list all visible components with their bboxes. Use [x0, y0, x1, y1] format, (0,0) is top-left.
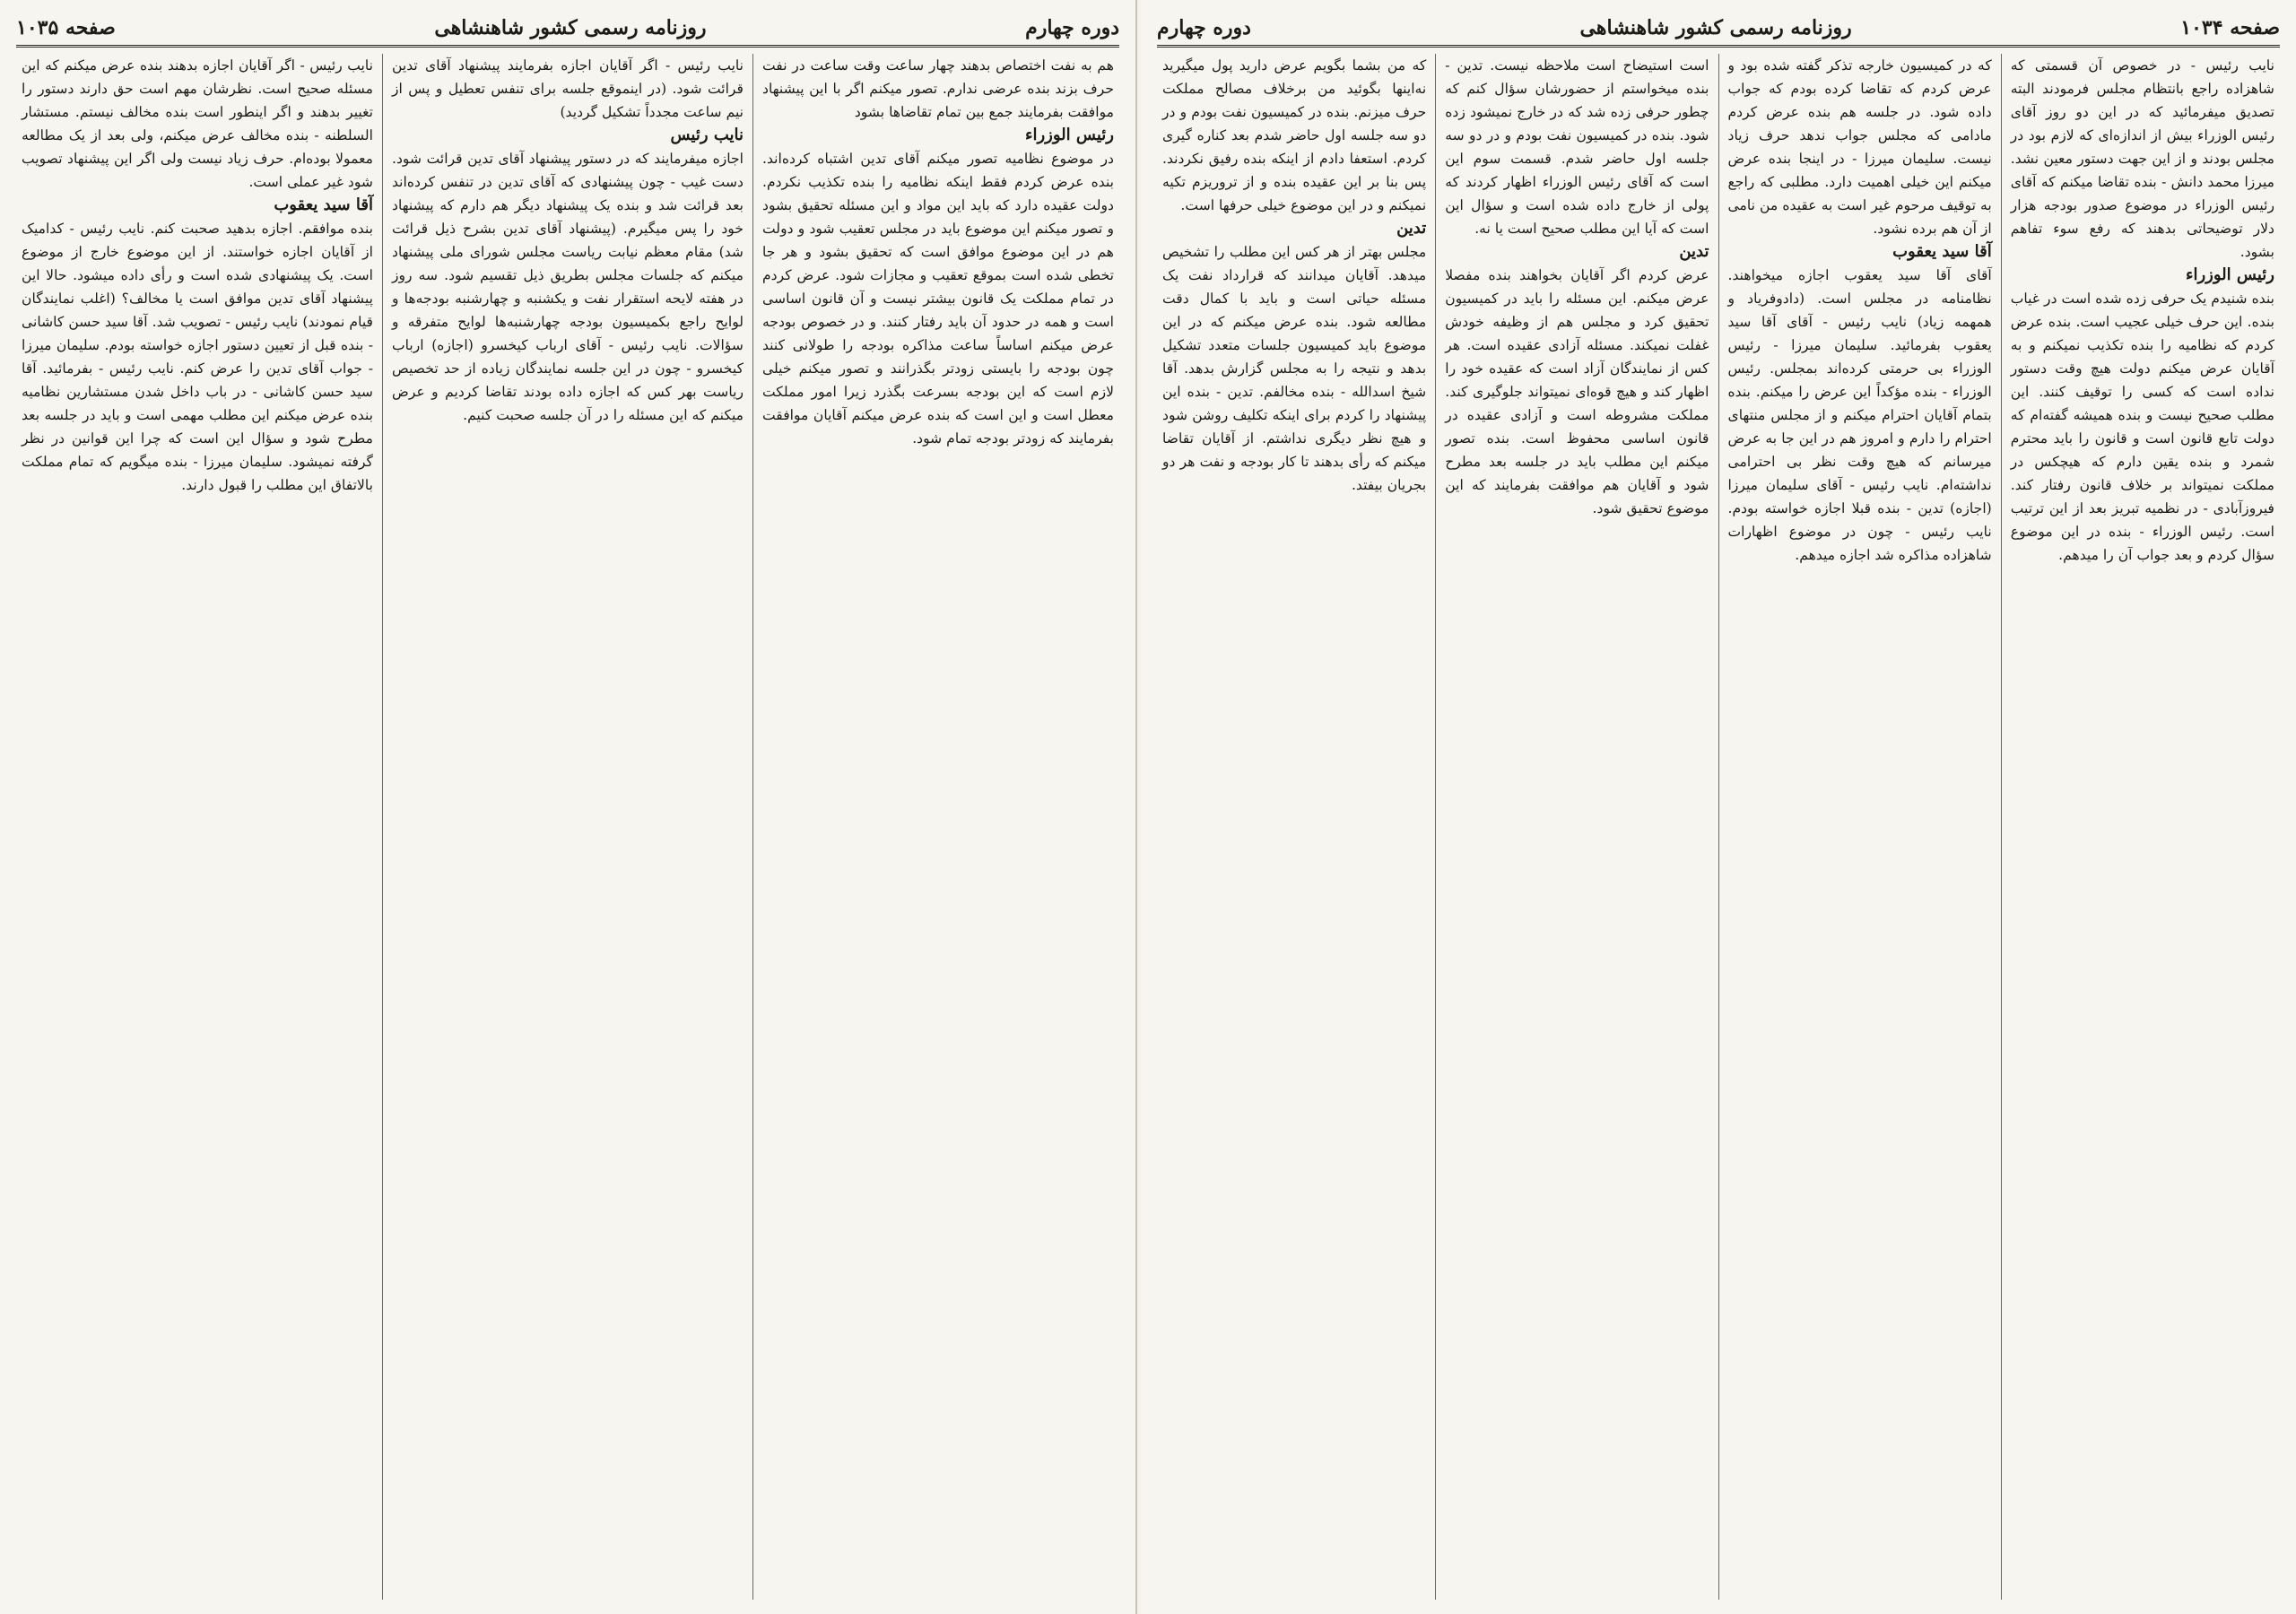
column-2: [382, 54, 752, 1600]
column-1: [2001, 54, 2283, 1600]
column-1: [752, 54, 1123, 1600]
column-text: که من بشما بگویم عرض دارید پول میگیرید نه‌اینها بگوئید من برخلاف مصالح مملکت حرف میزنم. بنده در کمیسیون نفت بودم و در دو سه جلسه اول حاضر شدم بعد کناره گیری کردم. استعفا دادم از اینکه بنده رفیق نکردند. پس بنا بر این عقیده بنده و از تروریزم تکیه نمیکنم و در این موضوع خیلی حرفها است.: [1162, 57, 1427, 213]
text-columns: [1153, 54, 2283, 1600]
column-text: مجلس بهتر از هر کس این مطلب را تشخیص میدهد. آقایان میدانند که قرارداد نفت یک مسئله حیاتی است و باید با کمال دقت مطالعه شود. بنده عرض میکنم که در این موضوع باید کمیسیون جلسات متعدد تشکیل بدهد و نتیجه را به مجلس گزارش بدهد. آقا شیخ اسدالله - بنده مخالفم. تدین - بنده این پیشنهاد را کردم برای اینکه تکلیف روشن شود و هیچ نظر دیگری نداشتم. از آقایان تقاضا میکنم که رأی بدهند تا کار بودجه و نفت هر دو بجریان بیفتد.: [1162, 244, 1427, 493]
speaker-label: تدین: [1679, 242, 1709, 261]
column-2: [1718, 54, 2001, 1600]
column-text: اجازه میفرمایند که در دستور پیشنهاد آقای تدین قرائت شود. دست غیب - چون پیشنهادی که آقای تدین در تنفس کرده‌اند بعد قرائت شد و بنده یک پیشنهاد دیگر هم دارم که پیشنهاد خود را پس میگیرم. (پیشنهاد آقای تدین بشرح ذیل قرائت شد) مقام معظم نیابت ریاست مجلس شورای ملی پیشنهاد میکنم که جلسات مجلس بطریق ذیل تقسیم شود. سه روز در هفته لایحه استقرار نفت و یکشنبه و چهارشنبه بودجه‌ها و لوایح راجع بکمیسیون بودجه چهارشنبه‌ها لوایح متفرقه و سؤالات. نایب رئیس - آقای ارباب کیخسرو (اجازه) ارباب کیخسرو - چون در این جلسه نمایندگان زیاده از حد تخصیص ریاست بهر کس که اجازه داده بودند تقاضا کردیم و عرض میکنم که این مسئله را در آن جلسه صحبت کنیم.: [392, 151, 744, 423]
page-right: [1141, 0, 2296, 1614]
page-header: [16, 11, 1119, 48]
column-3: [1435, 54, 1718, 1600]
speaker-label: نایب رئیس: [670, 126, 744, 144]
column-text: است استیضاح است ملاحظه نیست. تدین - بنده میخواستم از حضورشان سؤال کنم که چطور حرفی زده شد که در خارج نمیشود زده شود. بنده در کمیسیون نفت بودم و در دو سه جلسه اول حاضر شدم. قسمت سوم این است که آقای رئیس الوزراء اظهار کردند که پولی از خارج داده شده است و سؤال این است که آیا این مطلب صحیح است یا نه.: [1445, 57, 1709, 237]
column-text: در موضوع نظامیه تصور میکنم آقای تدین اشتباه کرده‌اند. بنده عرض کردم فقط اینکه نظامیه را بنده تکذیب نکردم. دولت عقیده دارد که باید این مواد و این مسئله تحقیق بشود و تصور میکنم این موضوع باید در مجلس تعقیب شود و دولت هم در این موضوع موافق است که تحقیق بشود و هر جا تخطی شده است بموقع تعقیب و مجازات شود. عرض کردم در تمام مملکت یک قانون بیشتر نیست و آن قانون اساسی است و همه در حدود آن باید رفتار کنند. و در خصوص بودجه عرض میکنم اساساً ساعت مذاکره بودجه را طولانی کنند چون بودجه را بایستی زودتر بگذرانند و تصور میکنم خیلی لازم است که این بودجه بسرعت بگذرد زیرا امور مملکت معطل است و این است که بنده عرض میکنم آقایان موافقت بفرمایند که زودتر بودجه تمام شود.: [762, 151, 1114, 447]
column-3: [13, 54, 382, 1600]
column-text: که در کمیسیون خارجه تذکر گفته شده بود و عرض کردم که تقاضا کرده بودم که جواب داده شود. در جلسه هم بنده عرض کردم مادامی که مجلس جواب ندهد حرف زیاد نیست. سلیمان میرزا - در اینجا بنده عرض میکنم این خیلی اهمیت دارد. مطلبی که راجع به توقیف مرحوم غیر است به عقیده من نامی از آن هم برده نشود.: [1727, 57, 1992, 237]
speaker-label: تدین: [1396, 219, 1427, 238]
header-gazette-title: روزنامه رسمی کشور شاهنشاهی: [1579, 16, 1852, 39]
header-page-number: صفحه ۱۰۳۵: [16, 16, 116, 39]
header-period: دوره چهارم: [1025, 16, 1119, 39]
page-left: [0, 0, 1137, 1614]
speaker-label: آقا سید یعقوب: [1892, 242, 1992, 261]
column-text: نایب رئیس - در خصوص آن قسمتی که شاهزاده راجع بانتظام مجلس فرمودند البته تصدیق میفرمائید که در این دو روز آقای رئیس الوزراء بیش از اندازه‌ای که لازم بود در مجلس بودند و از این جهت دستور معین نشد. میرزا محمد دانش - بنده تقاضا میکنم که آقای رئیس الوزراء در موضوع صدور بودجه هزار دلار توضیحاتی بدهند که رفع سوء تفاهم بشود.: [2010, 57, 2274, 260]
speaker-label: آقا سید یعقوب: [274, 195, 373, 214]
column-text: عرض کردم اگر آقایان بخواهند بنده مفصلا عرض میکنم. این مسئله را باید در کمیسیون تحقیق کرد و مجلس هم از وظیفه خودش غفلت نمیکند. مسئله آزادی عقیده است. هر کس از نمایندگان آزاد است که عقیده خود را اظهار کند و هیچ قوه‌ای نمیتواند جلوگیری کند. مملکت مشروطه است و آزادی عقیده در قانون اساسی محفوظ است. بنده تصور میکنم این مطلب باید در جلسه بعد مطرح شود و آقایان هم موافقت بفرمایند که این موضوع تحقیق شود.: [1445, 267, 1709, 516]
column-text: نایب رئیس - اگر آقایان اجازه بفرمایند پیشنهاد آقای تدین قرائت شود. (در اینموقع جلسه برای تنفس تعطیل و پس از نیم ساعت مجدداً تشکیل گردید): [392, 57, 744, 120]
column-4: [1153, 54, 1435, 1600]
speaker-label: رئیس الوزراء: [2186, 265, 2274, 284]
header-page-number: صفحه ۱۰۳۴: [2180, 16, 2280, 39]
column-text: بنده شنیدم یک حرفی زده شده است در غیاب بنده. این حرف خیلی عجیب است. بنده عرض کردم که نظامیه را بنده تکذیب نمیکنم و به آقایان عرض میکنم دولت هیچ وقت دستور نداده است که کسی را توقیف کنند. این مطلب صحیح نیست و بنده همیشه گفته‌ام که دولت تابع قانون است و قانون را باید محترم شمرد و بنده یقین دارم که هیچکس در مملکت نمیتواند بر خلاف قانون رفتار کند. فیروزآبادی - در نظمیه تبریز بعد از این ترتیب است. رئیس الوزراء - بنده در این موضوع سؤال کردم و بعد جواب آن را میدهم.: [2010, 291, 2274, 563]
column-text: آقای آقا سید یعقوب اجازه میخواهند. نظامنامه در مجلس است. (دادوفریاد و همهمه زیاد) نایب رئیس - آقای آقا سید یعقوب بفرمائید. سلیمان میرزا - رئیس الوزراء بی حرمتی کرده‌اند بمجلس. رئیس الوزراء - بنده مؤکداً این عرض را میکنم. بنده بتمام آقایان احترام میکنم و از مجلس منتهای احترام را دارم و امروز هم در این جا به عرض میرسانم که هیچ وقت نظر بی احترامی نداشته‌ام. نایب رئیس - آقای سلیمان میرزا (اجازه) تدین - بنده قبلا اجازه خواسته بودم. نایب رئیس - چون در موضوع اظهارات شاهزاده مذاکره شد اجازه میدهم.: [1727, 267, 1992, 563]
column-text: بنده موافقم. اجازه بدهید صحبت کنم. نایب رئیس - کدامیک از آقایان اجازه خواستند. از این موضوع خارج از موضوع است. یک پیشنهادی شده است و رأی داده میشود. حالا این پیشنهاد آقای تدین موافق است یا مخالف؟ (اغلب نمایندگان قیام نمودند) نایب رئیس - تصویب شد. آقا سید حسن کاشانی - بنده قبل از تعیین دستور اجازه خواسته بودم. سلیمان میرزا - جواب آقای تدین را عرض کنم. نایب رئیس - بفرمائید. آقا سید حسن کاشانی - در باب داخل شدن مستشارین نظامیه بنده عرض میکنم این مطلب مهمی است و باید در جلسه بعد مطرح شود و سؤال این است که چرا این قوانین در نظر گرفته نمیشود. سلیمان میرزا - بنده میگویم که تمام مملکت بالاتفاق این مطلب را قبول دارند.: [22, 221, 373, 493]
text-columns: [13, 54, 1123, 1600]
page-header: [1157, 11, 2280, 48]
header-period: دوره چهارم: [1157, 16, 1251, 39]
header-gazette-title: روزنامه رسمی کشور شاهنشاهی: [434, 16, 707, 39]
speaker-label: رئیس الوزراء: [1025, 126, 1114, 144]
column-text: نایب رئیس - اگر آقایان اجازه بدهند بنده عرض میکنم که این مسئله صحیح است. نظرشان مهم است حق دارند دستور را تغییر بدهند و اگر اینطور است بنده مخالف نیستم. مستشار السلطنه - بنده مخالف عرض میکنم، ولی بعد از یک مطالعه معمولا بوده‌ام. حرف زیاد نیست ولی اگر این پیشنهاد تصویب شود غیر عملی است.: [22, 57, 373, 190]
column-text: هم به نفت اختصاص بدهند چهار ساعت وقت ساعت در نفت حرف بزند بنده عرضی ندارم. تصور میکنم اگر با این پیشنهاد موافقت بفرمایند جمع بین تمام تقاضاها بشود: [762, 57, 1114, 120]
